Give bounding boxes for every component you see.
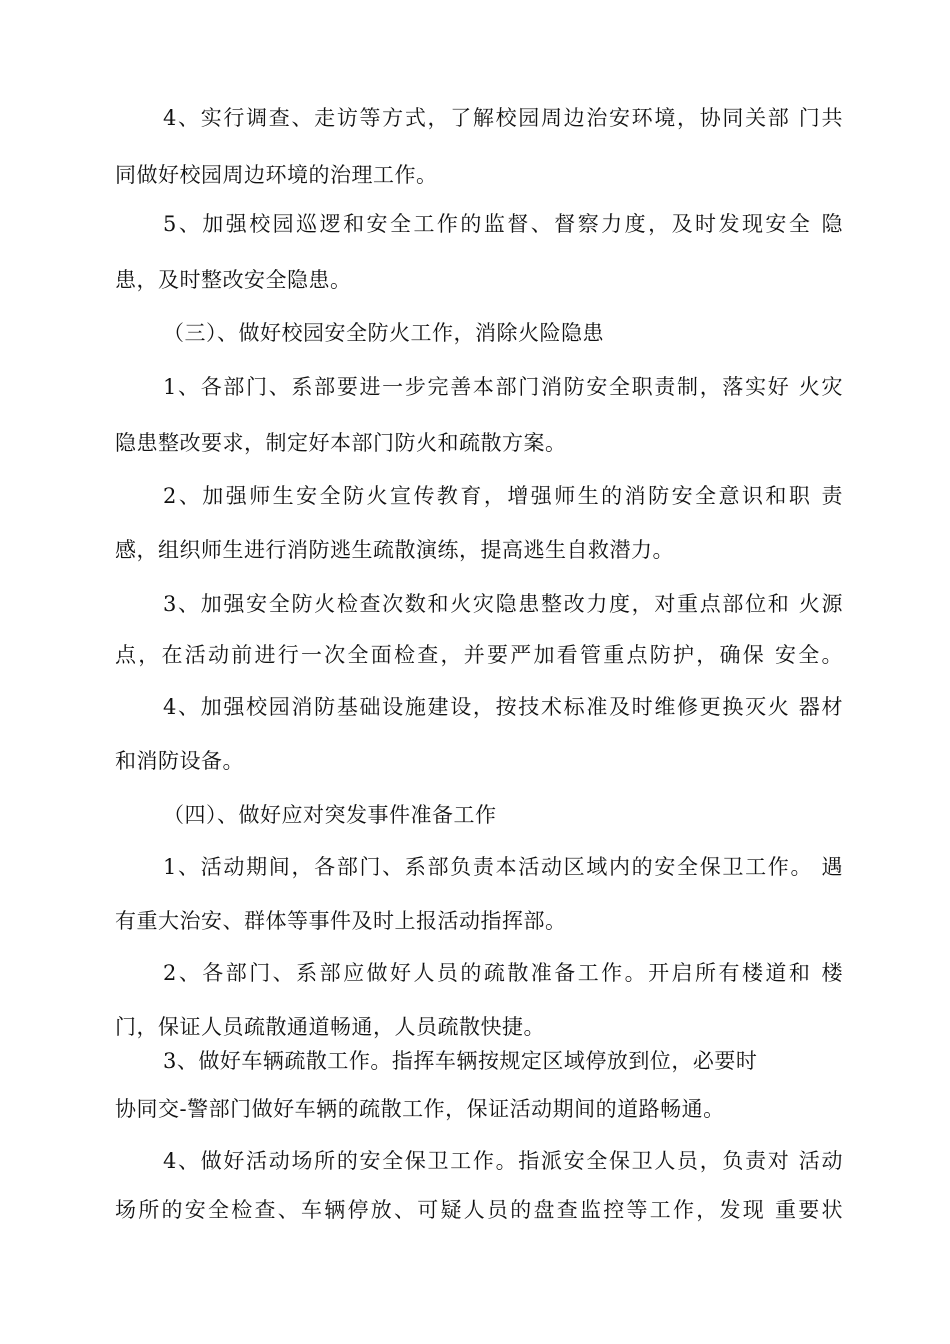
- section-heading: （三）、做好校园安全防火工作，消除火险隐患: [163, 321, 604, 345]
- paragraph-line: 协同交-警部门做好车辆的疏散工作，保证活动期间的道路畅通。: [115, 1097, 725, 1121]
- paragraph-line: 1、活动期间，各部门、系部负责本活动区域内的安全保卫工作。 遇: [163, 855, 843, 879]
- paragraph-line: 1、各部门、系部要进一步完善本部门消防安全职责制，落实好 火灾: [163, 375, 843, 399]
- paragraph-line: 4、做好活动场所的安全保卫工作。指派安全保卫人员，负责对 活动: [163, 1149, 843, 1173]
- paragraph-line: 同做好校园周边环境的治理工作。: [115, 163, 438, 187]
- paragraph-line: 2、加强师生安全防火宣传教育，增强师生的消防安全意识和职 责: [163, 484, 843, 508]
- paragraph-line: 2、各部门、系部应做好人员的疏散准备工作。开启所有楼道和 楼: [163, 961, 843, 985]
- paragraph-line: 隐患整改要求，制定好本部门防火和疏散方案。: [115, 431, 567, 455]
- paragraph-line: 4、实行调查、走访等方式，了解校园周边治安环境，协同关部 门共: [163, 106, 843, 130]
- section-heading: （四）、做好应对突发事件准备工作: [163, 803, 497, 827]
- paragraph-line: 有重大治安、群体等事件及时上报活动指挥部。: [115, 909, 567, 933]
- paragraph-line: 5、加强校园巡逻和安全工作的监督、督察力度，及时发现安全 隐: [163, 212, 843, 236]
- paragraph-line: 4、加强校园消防基础设施建设，按技术标准及时维修更换灭火 器材: [163, 695, 843, 719]
- paragraph-line: 患，及时整改安全隐患。: [115, 268, 352, 292]
- paragraph-line: 感，组织师生进行消防逃生疏散演练，提高逃生自救潜力。: [115, 538, 674, 562]
- paragraph-line: 3、做好车辆疏散工作。指挥车辆按规定区域停放到位，必要时: [163, 1049, 758, 1073]
- paragraph-line: 场所的安全检查、车辆停放、可疑人员的盘查监控等工作，发现 重要状: [115, 1198, 843, 1222]
- paragraph-line: 和消防设备。: [115, 749, 244, 773]
- paragraph-line: 门，保证人员疏散通道畅通，人员疏散快捷。: [115, 1015, 545, 1039]
- paragraph-line: 3、加强安全防火检查次数和火灾隐患整改力度，对重点部位和 火源: [163, 592, 843, 616]
- paragraph-line: 点，在活动前进行一次全面检查，并要严加看管重点防护，确保 安全。: [115, 643, 843, 667]
